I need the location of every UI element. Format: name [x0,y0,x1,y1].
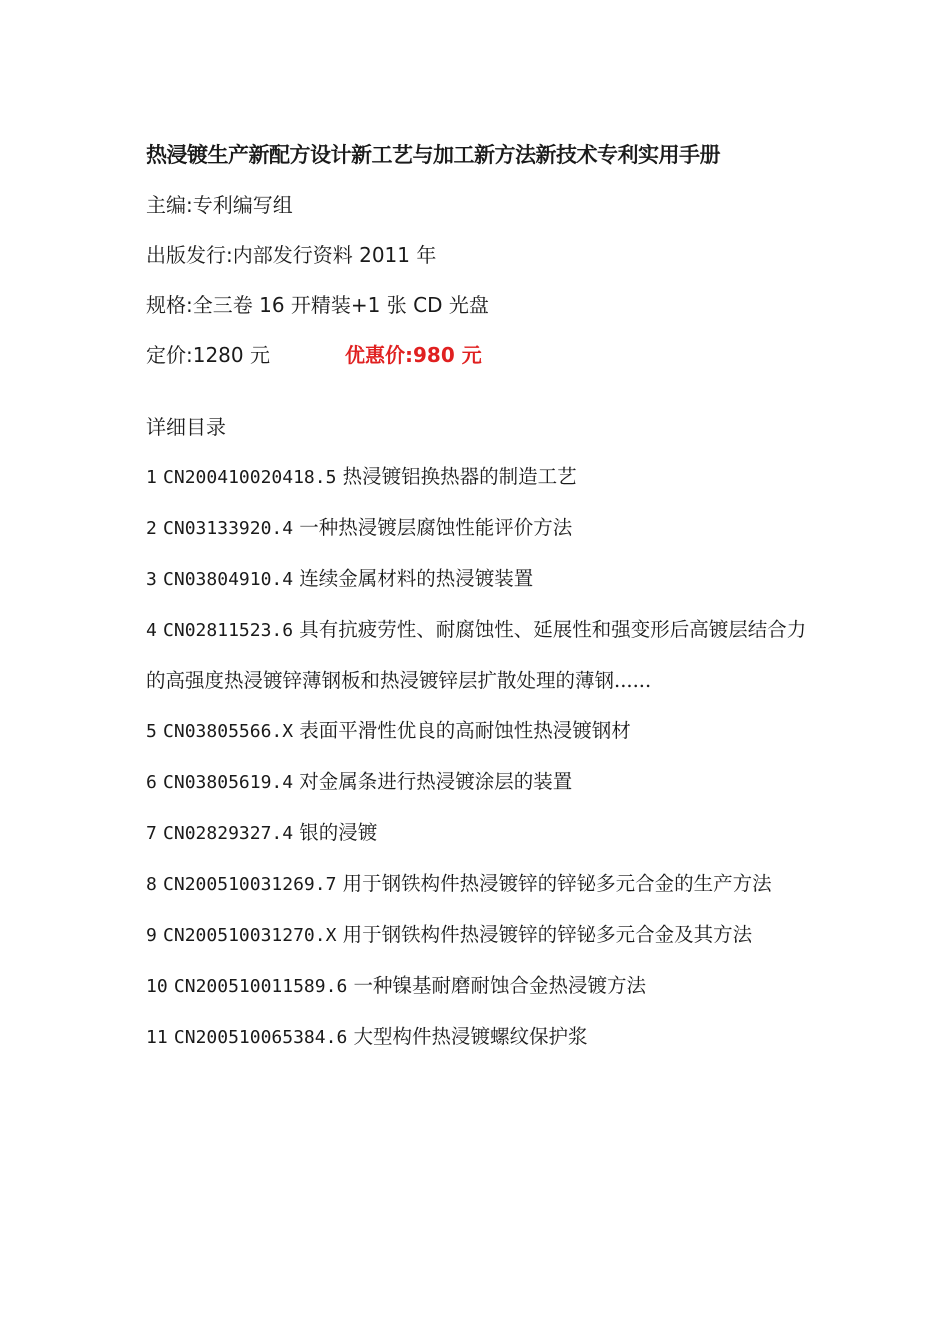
toc-item-patent-code: CN200410020418.5 [163,467,337,488]
toc-item [146,859,816,910]
toc-item-title: 银的浸镀 [299,821,378,844]
toc-item-number: 2 [146,518,157,539]
toc-list [146,452,816,1063]
toc-item-number: 4 [146,620,157,641]
toc-item-title: 表面平滑性优良的高耐蚀性热浸镀钢材 [299,719,631,742]
toc-item-title: 具有抗疲劳性、耐腐蚀性、延展性和强变形后高镀层结合力的高强度热浸镀锌薄钢板和热浸镀锌层扩散处理的薄钢...... [146,618,807,692]
toc-item-patent-code: CN200510031270.X [163,925,337,946]
toc-item-patent-code: CN200510031269.7 [163,874,337,895]
toc-item-title: 热浸镀铝换热器的制造工艺 [342,465,577,488]
toc-item [146,910,816,961]
toc-item-number: 9 [146,925,157,946]
toc-item-patent-code: CN03133920.4 [163,518,294,539]
toc-item-title: 用于钢铁构件热浸镀锌的锌铋多元合金及其方法 [342,923,753,946]
toc-item-title: 对金属条进行热浸镀涂层的装置 [299,770,573,793]
toc-item-title: 用于钢铁构件热浸镀锌的锌铋多元合金的生产方法 [342,872,772,895]
editor-line: 主编:专利编写组 [146,193,293,217]
toc-item-title: 一种镍基耐磨耐蚀合金热浸镀方法 [353,974,646,997]
toc-item [146,554,816,605]
toc-item [146,452,816,503]
toc-item-patent-code: CN03805619.4 [163,772,294,793]
document-title: 热浸镀生产新配方设计新工艺与加工新方法新技术专利实用手册 [146,143,720,167]
toc-item-number: 10 [146,976,168,997]
publisher-line: 出版发行:内部发行资料 2011 年 [146,243,437,267]
toc-item [146,961,816,1012]
promo-price: 优惠价:980 元 [345,343,482,367]
toc-item [146,605,816,706]
toc-item-number: 11 [146,1027,168,1048]
toc-item-patent-code: CN03804910.4 [163,569,294,590]
toc-item-number: 8 [146,874,157,895]
list-price: 定价:1280 元 [146,343,270,367]
toc-item-number: 7 [146,823,157,844]
price-line [146,330,816,380]
toc-item-title: 大型构件热浸镀螺纹保护浆 [353,1025,588,1048]
toc-item-number: 1 [146,467,157,488]
toc-item-patent-code: CN02811523.6 [163,620,294,641]
toc-item-title: 一种热浸镀层腐蚀性能评价方法 [299,516,573,539]
toc-heading: 详细目录 [146,415,226,439]
spec-line: 规格:全三卷 16 开精装+1 张 CD 光盘 [146,293,489,317]
toc-item-patent-code: CN02829327.4 [163,823,294,844]
toc-item [146,757,816,808]
toc-item-number: 5 [146,721,157,742]
toc-item-number: 3 [146,569,157,590]
toc-item-patent-code: CN200510011589.6 [173,976,348,997]
toc-item-number: 6 [146,772,157,793]
toc-item [146,1012,816,1063]
toc-item [146,503,816,554]
toc-item-patent-code: CN03805566.X [163,721,294,742]
toc-item [146,808,816,859]
toc-item [146,706,816,757]
document-page [146,130,816,1063]
toc-item-title: 连续金属材料的热浸镀装置 [299,567,534,590]
toc-item-patent-code: CN200510065384.6 [173,1027,348,1048]
